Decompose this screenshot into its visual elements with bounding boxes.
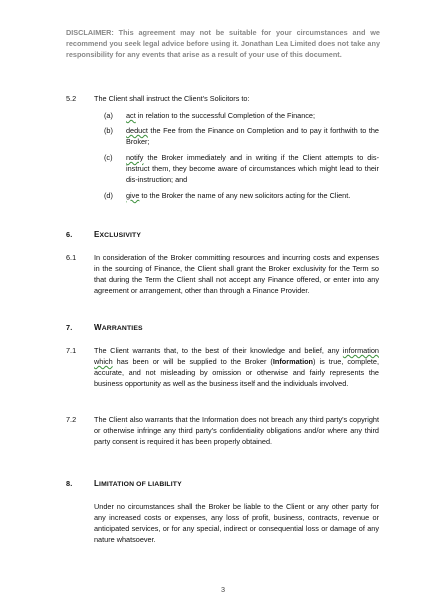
sub-item-text: deduct the Fee from the Finance on Completion and to pay it forthwith to the Broker; — [126, 126, 379, 147]
section-number: 6. — [66, 230, 73, 239]
clause-number: 7.1 — [66, 346, 77, 355]
clause-text: The Client warrants that, to the best of their knowledge and belief, any information which has been or will be supplied to the Broker (Information) is true, complete, accurate, and not misleading by omission or otherwise and fairly represents the business opportunity as well as the business itself and the individuals involved. — [94, 346, 379, 389]
sub-item-letter: (b) — [104, 126, 113, 135]
section-title: LIMITATION OF LIABILITY — [94, 479, 182, 488]
sub-item-text: act in relation to the successful Completion of the Finance; — [126, 111, 316, 120]
sub-item-letter: (d) — [104, 191, 113, 200]
clause-text: In consideration of the Broker committing resources and incurring costs and expenses in the sourcing of Finance, the Client shall grant the Broker exclusivity for the Term so that during the Term the Client shall not accept any Finance offered, or enter into any agreement or arrangement, other than through a Finance Provider. — [94, 253, 379, 296]
clause-number: 6.1 — [66, 253, 77, 262]
sub-item-letter: (a) — [104, 111, 113, 120]
section-title: EXCLUSIVITY — [94, 230, 142, 239]
clause-number: 7.2 — [66, 415, 77, 424]
section-title: WARRANTIES — [94, 323, 143, 332]
clause-text: The Client also warrants that the Information does not breach any third party's copyright or otherwise infringe any third party's confidentiality obligations and/or where any third party consent is required it has been properly obtained. — [94, 415, 379, 447]
section-number: 8. — [66, 479, 73, 488]
page-number: 3 — [220, 585, 226, 594]
clause-number: 5.2 — [66, 94, 77, 103]
section-number: 7. — [66, 323, 73, 332]
sub-item-text: notify the Broker immediately and in writing if the Client attempts to dis-instruct them, they become aware of circumstances which might lead to their dis-instruction; and — [126, 153, 379, 185]
clause-text: Under no circumstances shall the Broker be liable to the Client or any other party for any increased costs or expenses, any loss of profit, business, contracts, revenue or anticipated services, or for any special, indirect or consequential loss or damage of any nature whatsoever. — [94, 502, 379, 545]
sub-item-letter: (c) — [104, 153, 113, 162]
sub-item-text: give to the Broker the name of any new solicitors acting for the Client. — [126, 191, 351, 200]
clause-intro: The Client shall instruct the Client's Solicitors to: — [94, 94, 250, 103]
disclaimer-text: DISCLAIMER: This agreement may not be suitable for your circumstances and we recommend you seek legal advice before using it. Jonathan Lea Limited does not take any responsibility for any events that arise as a result of your use of this document. — [66, 28, 380, 60]
